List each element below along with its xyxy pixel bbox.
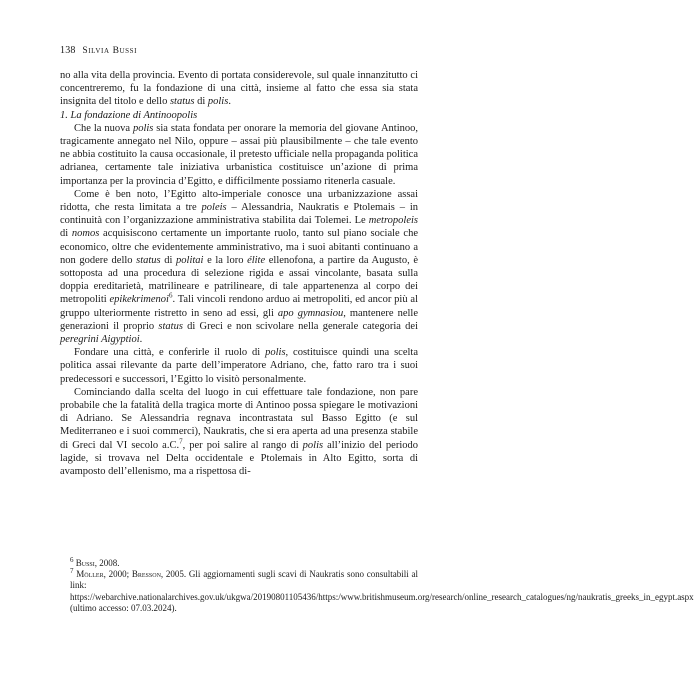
running-head [60, 45, 137, 56]
page-number: 138 [60, 45, 76, 56]
footnotes [60, 556, 694, 614]
paragraph-1: Che la nuova polis sia stata fondata per onorare la memoria del giovane Antinoo, tragicamente annegato nel Nilo, oppure – assai più plausibilmente – che tale evento ne abbia costituito la causa occasionale, il pretesto ufficiale nella propaganda politica adrianea, certamente tale iniziativa urbanistica costituisce un’azione di prima importanza per la provincia d’Egitto, e difficilmente possiamo ritenerla casuale. [60, 122, 418, 187]
footnote-ref-6[interactable]: 6 [168, 291, 173, 300]
paragraph-4: Cominciando dalla scelta del luogo in cui effettuare tale fondazione, non pare probabile che la fatalità della tragica morte di Antinoo possa spiegare le motivazioni di Adriano. Se Alessandria regnava incontrastata sul Basso Egitto (e sul Mediterraneo e i suoi commerci), Naukratis, che si era aperta ad una presenza stabile di Greci dal VI secolo a.C.$^7$, per poi salire al rango di polis all’inizio del periodo lagide, si trovava nel Delta occidentale e Ptolemais in Alto Egitto, sorta di avamposto dell’ellenismo, ma a rispettosa di- [60, 386, 418, 478]
main-text [60, 69, 418, 478]
footnote-ref-7[interactable]: 7 [179, 437, 183, 446]
paragraph-continuation: no alla vita della provincia. Evento di portata considerevole, sul quale innanzitutto ci concentreremo, fu la fondazione di una città, insieme al fatto che essa sia stata insignita del titolo e dello status di polis. [60, 70, 418, 108]
running-head-author: Silvia Bussi [82, 46, 138, 56]
footnote-7: $^7$ Möller, 2000; Bresson, 2005. Gli aggiornamenti sugli scavi di Naukratis sono consultabili al link: https://webarchive.nationalarchives.gov.uk/ukgwa/20190801105436/https:/www.britishmuseum.org/research/online_research_catalogues/ng/naukratis_greeks_in_egypt.aspx (ultimo accesso: 07.03.2024). [70, 567, 694, 613]
paragraph-2: Come è ben noto, l’Egitto alto-imperiale conosce una urbanizzazione assai ridotta, che resta limitata a tre poleis – Alessandria, Naukratis e Ptolemais – in continuità con l’organizzazione amministrativa stabilita dai Tolemei. Le metropoleis di nomos acquisiscono certamente un importante ruolo, tanto sul piano sociale che economico, oltre che evidentemente amministrativo, ma i suoi abitanti continuano a non godere dello status di politai e la loro élite ellenofona, a partire da Augusto, è sottoposta ad una procedura di selezione rigida e assai vincolante, basata sulla doppia ereditarietà, matrilineare e patrilineare, di tale appartenenza al corpo dei metropoliti epikekrimenoi$^6$. Tali vincoli rendono arduo ai metropoliti, ed ancor più al gruppo ulteriormente ristretto in seno ad essi, gli apo gymnasiou, mantenere nelle generazioni il proprio status di Greci e non scivolare nella generale categoria dei peregrini Aigyptioi. [60, 188, 419, 346]
footnote-6: $^6$ Bussi, 2008. [70, 556, 120, 568]
section-heading: 1. La fondazione di Antinoopolis [60, 109, 198, 121]
paragraph-3: Fondare una città, e conferirle il ruolo di polis, costituisce quindi una scelta politica assai rilevante da parte dell’imperatore Adriano, che, fatto raro tra i suoi predecessori e successori, l’Egitto lo visitò personalmente. [60, 347, 418, 385]
